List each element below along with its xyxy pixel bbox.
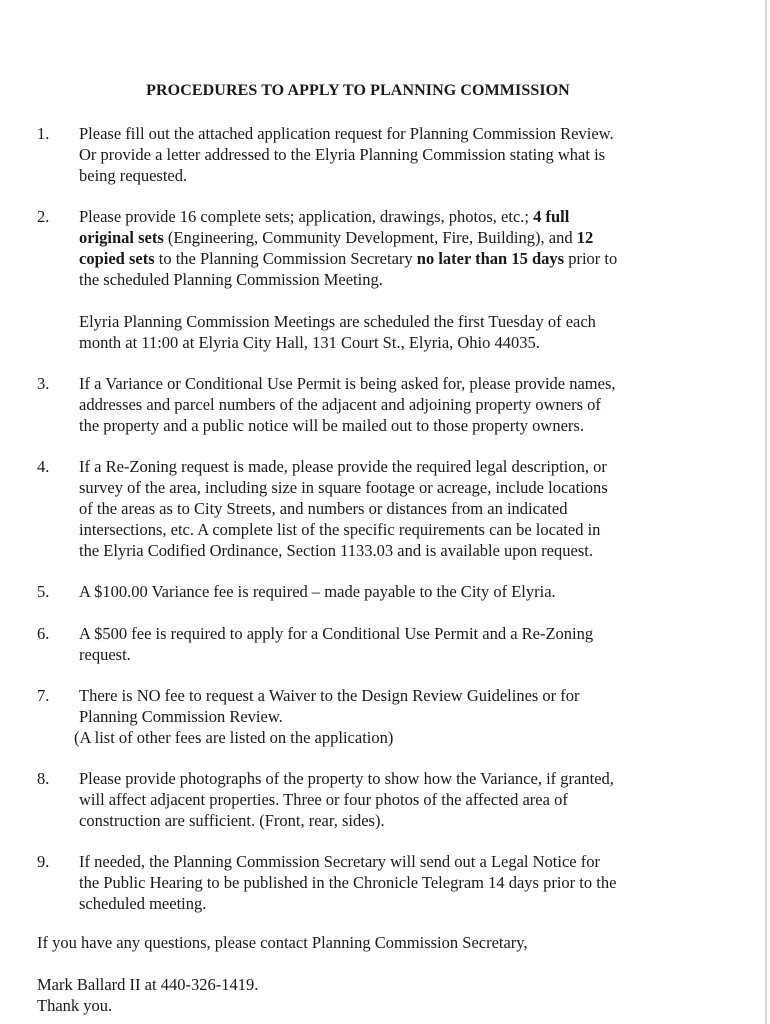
text-line: Or provide a letter addressed to the Elyria Planning Commission stating what is (79, 145, 606, 164)
text-line: request. (79, 645, 131, 664)
item-text (79, 123, 674, 186)
item-text (79, 581, 674, 602)
item-text (79, 623, 674, 665)
text-line: If a Re-Zoning request is made, please provide the required legal description, or (79, 457, 607, 476)
note-text (79, 311, 674, 353)
contact-question-text: If you have any questions, please contact Planning Commission Secretary, (37, 933, 528, 952)
text-line: intersections, etc. A complete list of the specific requirements can be located in (79, 520, 601, 539)
text-line: of the areas as to City Streets, and numbers or distances from an indicated (79, 499, 568, 518)
item-number: 9. (37, 852, 50, 871)
text-line: original sets (Engineering, Community Development, Fire, Building), and 12 (79, 228, 594, 247)
item-number: 6. (37, 624, 50, 643)
item-number: 5. (37, 582, 50, 601)
text-line: Elyria Planning Commission Meetings are scheduled the first Tuesday of each (79, 312, 596, 331)
text-line: survey of the area, including size in square footage or acreage, include locations (79, 478, 608, 497)
item-number: 2. (37, 207, 50, 226)
document-title: PROCEDURES TO APPLY TO PLANNING COMMISSION (146, 82, 570, 99)
text-line: Please provide 16 complete sets; application, drawings, photos, etc.; 4 full (79, 207, 570, 226)
text-line: Please fill out the attached application request for Planning Commission Review. (79, 124, 614, 143)
text-line: There is NO fee to request a Waiver to the Design Review Guidelines or for (79, 686, 580, 705)
item-text (79, 851, 674, 914)
text-line: addresses and parcel numbers of the adjacent and adjoining property owners of (79, 395, 601, 414)
text-line: the Elyria Codified Ordinance, Section 1133.03 and is available upon request. (79, 541, 593, 560)
text-line: If needed, the Planning Commission Secretary will send out a Legal Notice for (79, 852, 600, 871)
item-text (79, 206, 674, 290)
item-number: 7. (37, 686, 50, 705)
page-edge-shadow (765, 0, 767, 1024)
item-number: 8. (37, 769, 50, 788)
text-line: (A list of other fees are listed on the application) (74, 728, 394, 747)
thank-you-text: Thank you. (37, 996, 113, 1015)
text-line: Planning Commission Review. (79, 707, 283, 726)
item-number: 3. (37, 374, 50, 393)
text-line: copied sets to the Planning Commission Secretary no later than 15 days prior to (79, 249, 618, 268)
text-line: scheduled meeting. (79, 894, 207, 913)
item-text (74, 685, 674, 748)
item-text (79, 373, 674, 436)
text-line: the Public Hearing to be published in the Chronicle Telegram 14 days prior to the (79, 873, 617, 892)
item-text (79, 456, 674, 561)
text-line: construction are sufficient. (Front, rear, sides). (79, 811, 385, 830)
text-line: A $500 fee is required to apply for a Conditional Use Permit and a Re-Zoning (79, 624, 594, 643)
text-line: the property and a public notice will be mailed out to those property owners. (79, 416, 584, 435)
text-line: the scheduled Planning Commission Meeting. (79, 270, 383, 289)
text-line: If a Variance or Conditional Use Permit is being asked for, please provide names, (79, 374, 616, 393)
item-text (79, 768, 674, 831)
text-line: being requested. (79, 166, 188, 185)
text-line: month at 11:00 at Elyria City Hall, 131 Court St., Elyria, Ohio 44035. (79, 333, 540, 352)
text-line: will affect adjacent properties. Three or four photos of the affected area of (79, 790, 568, 809)
text-line: A $100.00 Variance fee is required – made payable to the City of Elyria. (79, 582, 556, 601)
item-number: 4. (37, 457, 50, 476)
contact-name-phone: Mark Ballard II at 440-326-1419. (37, 975, 259, 994)
item-number: 1. (37, 124, 50, 143)
text-line: Please provide photographs of the property to show how the Variance, if granted, (79, 769, 614, 788)
